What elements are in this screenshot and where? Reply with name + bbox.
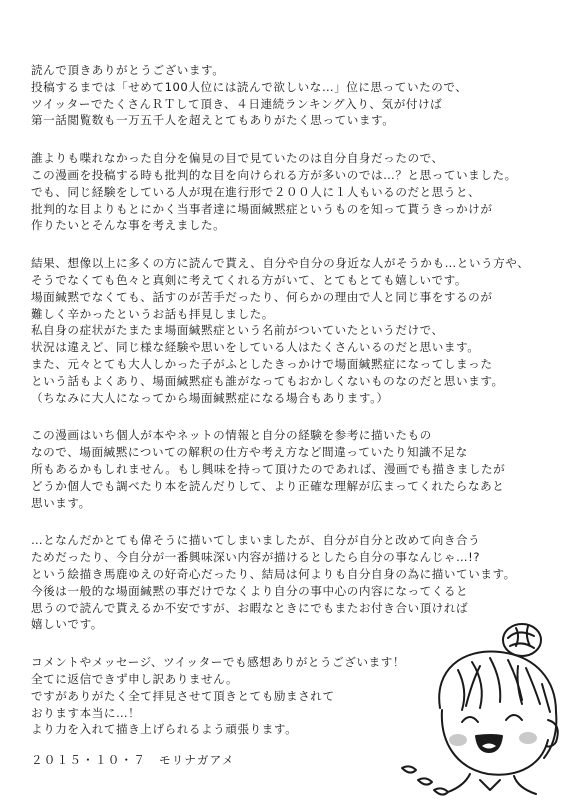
text-line: 結果、想像以上に多くの方に読んで貰え、自分や自分の身近な人がそうかも…という方や、 xyxy=(31,256,530,271)
text-line: コメントやメッセージ、ツイッターでも感想ありがとうございます！ xyxy=(31,655,406,670)
text-line: 投稿するまでは「せめて100人位には読んで欲しいな…」位に思っていたので、 xyxy=(31,79,468,94)
eyes xyxy=(462,715,522,722)
author-mascot-illustration xyxy=(330,608,571,800)
text-line: 誰よりも喋れなかった自分を偏見の目で見ていたのは自分自身だったので、 xyxy=(31,151,444,166)
paragraph xyxy=(31,62,551,129)
text-line: 思います。 xyxy=(31,495,91,510)
text-line: そうでなくても色々と真剣に考えてくれる方がいて、とてもとても嬉しいです。 xyxy=(31,272,468,287)
text-line: でも、同じ経験をしている人が現在進行形で２００人に１人もいるのだと思うと、 xyxy=(31,184,481,199)
paragraph xyxy=(31,255,551,406)
text-line: 第一話閲覧数も一万五千人を超えとてもありがたく思っています。 xyxy=(31,113,395,128)
date-signature: ２０１５・１０・７ モリナガアメ xyxy=(31,753,235,767)
text-line: 状況は違えど、同じ様な経験や思いをしている人はたくさんいるのだと思います。 xyxy=(31,340,480,355)
text-line: また、元々とても大人しかった子がふとしたきっかけで場面緘黙症になってしまった xyxy=(31,356,493,371)
text-line: 読んで頂きありがとうございます。 xyxy=(31,63,225,77)
text-line: 全てに返信できず申し訳ありません。 xyxy=(31,671,239,686)
text-line: 嬉しいです。 xyxy=(31,617,103,632)
text-line: （ちなみに大人になってから場面緘黙症になる場合もあります。） xyxy=(31,390,389,405)
text-line: …となんだかとても偉そうに描いてしまいましたが、自分が自分と改めて向き合う xyxy=(31,533,481,548)
text-line: どうか個人でも調べたり本を読んだりして、より正確な理解が広まってくれたらなあと xyxy=(31,478,505,493)
text-line: という話もよくあり、場面緘黙症も誰がなってもおかしくないものなのだと思います。 xyxy=(31,373,504,388)
motion-marks xyxy=(402,766,448,794)
text-line: 作りたいとそんな事を考えました。 xyxy=(31,218,226,233)
text-line: ためだったり、今自分が一番興味深い内容が描けるとしたら自分の事なんじゃ…!? xyxy=(31,550,481,565)
text-line: 所もあるかもしれません。もし興味を持って頂けたのであれば、漫画でも描きましたが xyxy=(31,461,506,476)
text-line: 場面緘黙でなくても、話すのが苦手だったり、何らかの理由で人と同じ事をするのが xyxy=(31,289,493,304)
text-line: おります本当に…！ xyxy=(31,705,141,720)
paragraph xyxy=(31,150,551,234)
text-line: ツイッターでたくさんＲＴして頂き、４日連続ランキング入り、気が付けば xyxy=(31,96,443,111)
text-line: という絵描き馬鹿ゆえの好奇心だったり、結局は何よりも自分自身の為に描いています。 xyxy=(31,566,516,581)
paragraph xyxy=(31,427,551,511)
text-line: この漫画はいち個人が本やネットの情報と自分の経験を参考に描いたもの xyxy=(31,428,432,443)
text-line: ですがありがたく全て拝見させて頂きとても励まされて xyxy=(31,688,335,703)
text-line: 難しく辛かったというお話も拝見しました。 xyxy=(31,306,274,321)
text-line: この漫画を投稿する時も批判的な目を向けられる方が多いのでは…？と思っていました。 xyxy=(31,167,517,182)
text-line: より力を入れて描き上げられるよう頑張ります。 xyxy=(31,722,298,737)
text-line: 批判的な目よりもとにかく当事者達に場面緘黙症というものを知って貰うきっかけが xyxy=(31,201,493,216)
text-line: 私自身の症状がたまたま場面緘黙症という名前がついていたというだけで、 xyxy=(31,323,444,338)
text-line: 思うので読んで貰えるか不安ですが、お暇なときにでもまたお付き合い頂ければ xyxy=(31,600,469,615)
text-line: 今後は一般的な場面緘黙の事だけでなくより自分の事中心の内容になってくると xyxy=(31,583,469,598)
hair-bun xyxy=(503,624,541,656)
collar xyxy=(448,774,536,794)
text-line: なので、場面緘黙についての解釈の仕方や考え方など間違っていたり知識不足な xyxy=(31,445,468,460)
